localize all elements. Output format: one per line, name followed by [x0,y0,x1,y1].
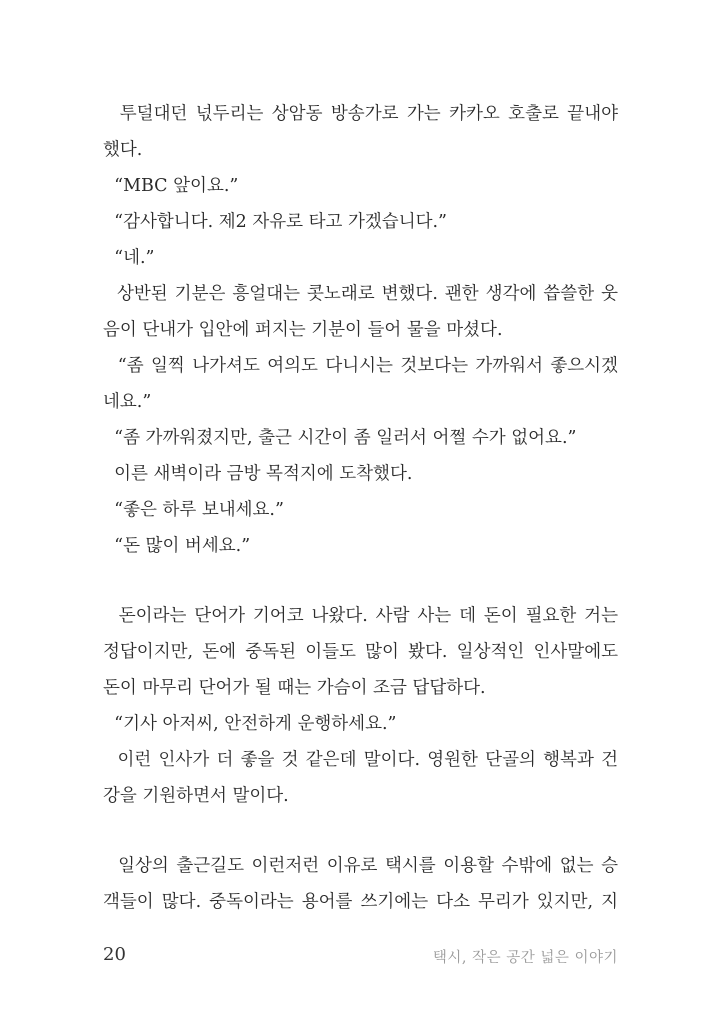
text-line: “기사 아저씨, 안전하게 운행하세요.” [103,714,397,734]
running-footer-title: 택시, 작은 공간 넓은 이야기 [432,950,618,966]
text-line: 돈이 마무리 단어가 될 때는 가슴이 조금 답답하다. [103,678,486,698]
text-line: “MBC 앞이요.” [103,176,239,196]
text-line: “돈 많이 버세요.” [103,536,251,556]
text-line: “좀 가까워졌지만, 출근 시간이 좀 일러서 어쩔 수가 없어요.” [103,428,577,448]
text-line: 객들이 많다. 중독이라는 용어를 쓰기에는 다소 무리가 있지만, 지 [103,892,618,912]
text-line: 강을 기원하면서 말이다. [103,786,289,806]
text-line: “네.” [103,248,155,268]
text-line: 했다. [103,140,143,160]
body-text [103,96,618,920]
text-line: “좀 일찍 나가셔도 여의도 다니시는 것보다는 가까워서 좋으시겠 [103,356,618,376]
text-line: 이런 인사가 더 좋을 것 같은데 말이다. 영원한 단골의 행복과 건 [103,750,618,770]
text-line: “좋은 하루 보내세요.” [103,500,284,520]
text-line: 투덜대던 넋두리는 상암동 방송가로 가는 카카오 호출로 끝내야 [103,104,618,124]
text-line: 이른 새벽이라 금방 목적지에 도착했다. [103,464,413,484]
page-number: 20 [103,944,126,965]
paragraph-gap [103,814,618,848]
text-line: 일상의 출근길도 이런저런 이유로 택시를 이용할 수밖에 없는 승 [103,856,618,876]
text-line: 돈이라는 단어가 기어코 나왔다. 사람 사는 데 돈이 필요한 거는 [103,606,618,626]
text-line: 네요.” [103,392,152,412]
paragraph-gap [103,564,618,598]
text-line: 음이 단내가 입안에 퍼지는 기분이 들어 물을 마셨다. [103,320,503,340]
text-line: 상반된 기분은 흥얼대는 콧노래로 변했다. 괜한 생각에 씁쓸한 웃 [103,284,618,304]
text-line: “감사합니다. 제2 자유로 타고 가겠습니다.” [103,212,448,232]
text-line: 정답이지만, 돈에 중독된 이들도 많이 봤다. 일상적인 인사말에도 [103,642,618,662]
